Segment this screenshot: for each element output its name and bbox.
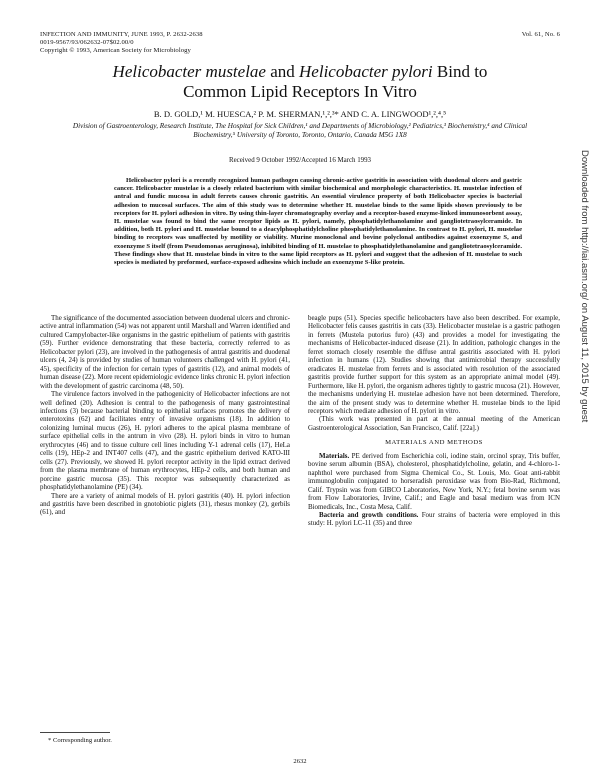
copyright-line: Copyright © 1993, American Society for Microbiology <box>40 47 191 54</box>
materials-paragraph <box>308 452 560 511</box>
intro-paragraph-1: The significance of the documented association between duodenal ulcers and chronic-active antral inflammation (54) was not apparent until Marshall and Warren identified and cultured Campylobacter-like organisms in the gastric epithelium of patients with gastritis (59). Further evidence demonstrating that these bacteria, correctly referred to as Helicobacter pylori (23), are involved in the pathogenesis of antral gastritis and duodenal ulcers (4, 24) is provided by studies of human volunteers challenged with H. pylori (41, 45), specificity of the infection for certain types of gastritis (12), and animal models of human disease (22). More recent epidemiologic evidence links chronic H. pylori infection with the development of gastric carcinoma (48, 50). <box>40 314 290 390</box>
meeting-note: (This work was presented in part at the annual meeting of the American Gastroenterological Association, San Francisco, Calif. [22a].) <box>308 415 560 432</box>
journal-line: INFECTION AND IMMUNITY, JUNE 1993, P. 2632-2638 <box>40 31 203 38</box>
title-line-1 <box>40 62 560 82</box>
section-heading-methods: MATERIALS AND METHODS <box>385 439 483 447</box>
materials-runin-heading: Materials. <box>319 451 350 460</box>
issn-line: 0019-9567/93/062632-07$02.00/0 <box>40 39 134 46</box>
corresponding-author-footnote: * Corresponding author. <box>48 737 112 744</box>
right-column <box>308 314 560 528</box>
footnote-rule <box>40 732 110 733</box>
article-title <box>40 62 560 102</box>
download-watermark: Downloaded from http://iai.asm.org/ on August 11, 2015 by guest <box>579 150 590 423</box>
affiliations: Division of Gastroenterology, Research Institute, The Hospital for Sick Children,¹ and Departments of Microbiology,² Pediatrics,³ Biochemistry,⁴ and Clinical Biochemistry,⁵ University of Toronto, Toronto, Ontario, Canada M5G 1X8 <box>72 122 528 139</box>
title-organism-2: Helicobacter pylori <box>299 62 433 81</box>
intro-paragraph-3: There are a variety of animal models of H. pylori gastritis (40). H. pylori infection and gastritis have been described in gnotobiotic piglets (31), rhesus monkey (2), gerbils (61), and <box>40 491 290 517</box>
title-line-2: Common Lipid Receptors In Vitro <box>183 82 417 101</box>
left-column <box>40 314 290 517</box>
bacteria-paragraph <box>308 511 560 528</box>
author-list: B. D. GOLD,¹ M. HUESCA,² P. M. SHERMAN,¹,²,³* AND C. A. LINGWOOD¹,²,⁴,⁵ <box>153 109 447 119</box>
bacteria-runin-heading: Bacteria and growth conditions. <box>319 510 419 519</box>
abstract: Helicobacter pylori is a recently recognized human pathogen causing chronic-active gastritis in association with duodenal ulcers and gastric cancer. Helicobacter mustelae is a closely related bacterium with similar biochemical and morphologic characteristics. H. mustelae infection of antral and fundic mucosa in adult ferrets causes chronic gastritis. An essential virulence property of both Helicobacter species is bacterial adhesion to mucosal surfaces. The aim of this study was to determine whether H. mustelae binds to the same lipids shown previously to be receptors for H. pylori adhesion in vitro. By using thin-layer chromatography overlay and a receptor-based enzyme-linked immunosorbent assay, H. mustelae was found to bind the same receptor lipids as H. pylori, namely, phosphatidylethanolamine and gangliotetraosylceramide. In addition, both H. pylori and H. mustelae bound to a deacylphosphatidylcholine phosphatidylethanolamine. In contrast to H. pylori, H. mustelae binding to receptors was unaffected by motility or viability. Murine monoclonal and bovine polyclonal antibodies against exoenzyme S, and exoenzyme S itself (from Pseudomonas aeruginosa), inhibited binding of H. mustelae to phosphatidylethanolamine and gangliotetraosylceramide. These findings show that H. mustelae binds in vitro to the same lipid receptors as H. pylori and suggest that the adhesion of H. mustelae to such species is mediated by preformed, surface-exposed adhesins which include an exoenzyme S-like protein. <box>114 177 522 267</box>
intro-paragraph-continued: beagle pups (51). Species specific helicobacters have also been described. For example, Helicobacter felis causes gastritis in cats (33). Helicobacter mustelae is a gastric pathogen in ferrets (Mustela putorius furo) (43) and provides a model for investigating the mechanisms of Helicobacter-induced disease (21). In addition, pathologic changes in the ferret stomach closely resemble the diffuse antral gastritis associated with H. pylori infection in humans (12). Studies showing that antimicrobial therapy successfully eradicates H. mustelae from ferrets and is associated with resolution of the associated gastritis provide further support for this system as an appropriate animal model (49). Furthermore, like H. pylori, the organism adheres tightly to gastric mucosa (21). However, the mechanisms underlying H. mustelae adhesion have not been determined. Therefore, the aim of the present study was to determine whether H. mustelae binds to the lipid receptors which mediate adhesion of H. pylori in vitro. <box>308 314 560 415</box>
received-dates: Received 9 October 1992/Accepted 16 March 1993 <box>229 157 371 164</box>
intro-paragraph-2: The virulence factors involved in the pathogenicity of Helicobacter infections are not well defined (20). Adhesion is central to the pathogenesis of many gastrointestinal infections (3) because bacterial binding to epithelial surfaces promotes the delivery of enterotoxins (62) and facilitates entry of invasive organisms (18). In addition to colonizing luminal mucus (26), H. pylori adheres to the apical plasma membrane of surface epithelial cells in the antrum in vivo (28). H. pylori binds in vitro to human erythrocytes (46) and to tissue culture cell lines including Y-1 adrenal cells (17), HeLa cells (19), HEp-2 and INT407 cells (47), and the gastric epithelium derived KATO-III cells (27). Previously, we showed H. pylori receptor activity in the lipid extract derived from the plasma membrane of human erythrocytes, HEp-2 cells, and both human and porcine gastric mucosa (35). This receptor was subsequently characterized as phosphatidylethanolamine (PE) (34). <box>40 390 290 492</box>
bacteria-text: Four strains of bacteria were employed in this study: H. pylori LC-11 (35) and three <box>308 510 560 528</box>
volume-issue: Vol. 61, No. 6 <box>521 31 560 38</box>
title-conjunction: and <box>270 62 295 81</box>
title-verb: Bind to <box>436 62 488 81</box>
title-organism-1: Helicobacter mustelae <box>112 62 266 81</box>
materials-text: PE derived from Escherichia coli, iodine stain, orcinol spray, Tris buffer, bovine serum albumin (BSA), cholesterol, phosphatidylcholine, gelatin, and 4-chloro-1-naphthol were purchased from Sigma Chemical Co., St. Louis, Mo. Goat anti-rabbit immunoglobulin conjugated to horseradish peroxidase was from Bio-Rad, Richmond, Calif. Trypsin was from GIBCO Laboratories, New York, N.Y.; fetal bovine serum was from Flow Laboratories, Irvine, Calif.; and Eagle and basal medium was from ICN Biomedicals, Inc., Costa Mesa, Calif. <box>308 451 560 511</box>
page-number: 2632 <box>293 758 307 765</box>
